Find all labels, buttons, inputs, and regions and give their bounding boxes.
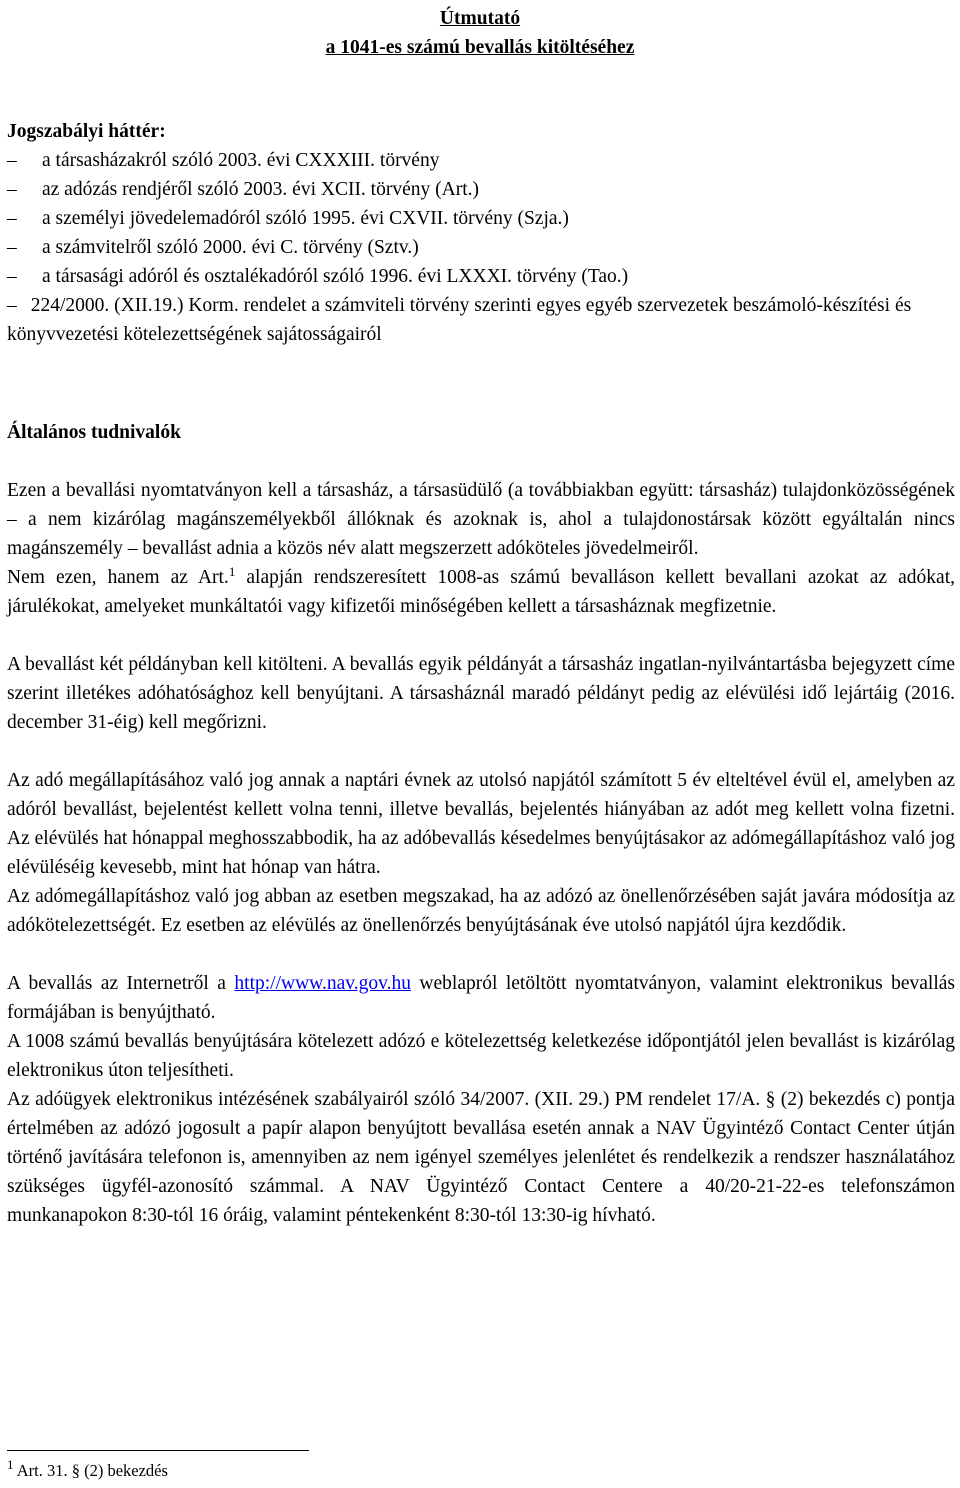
dash-bullet: – (7, 295, 17, 316)
paragraph: A bevallás az Internetről a http://www.nav.gov.hu weblapról letöltött nyomtatványon, valamint elektronikus bevallás formájában is benyújtható. (7, 973, 956, 1023)
legal-background-section (7, 117, 955, 349)
paragraph: Ezen a bevallási nyomtatványon kell a társasház, a társasüdülő (a továbbiakban együtt: társasház) tulajdonközösségének – a nem kizárólag magánszemélyekből állóknak és azoknak is, ahol a tulajdonostársak között egyáltalán nincs magánszemély – bevallást adnia a közös név alatt megszerzett adóköteles jövedelmeiről. (7, 480, 955, 559)
legal-background-heading: Jogszabályi háttér: (7, 121, 166, 142)
title-line-2: a 1041-es számú bevallás kitöltéséhez (325, 37, 635, 58)
dash-bullet: – (7, 266, 17, 287)
law-item: – a társasági adóról és osztalékadóról szóló 1996. évi LXXXI. törvény (Tao.) (7, 262, 955, 291)
paragraph: A bevallást két példányban kell kitölteni. A bevallás egyik példányát a társasház ingatlan-nyilvántartásba bejegyzett címe szerint illetékes adóhatósághoz kell benyújtani. A társasháznál maradó példányt pedig az elévülési idő lejártáig (2016. december 31-éig) kell megőrizni. (7, 654, 955, 733)
dash-bullet: – (7, 150, 17, 171)
dash-bullet: – (7, 208, 17, 229)
footnote-mark: 1 (7, 1457, 14, 1472)
footnote-ref: 1 (228, 564, 236, 579)
general-info-section (7, 418, 955, 1230)
dash-bullet: – (7, 179, 17, 200)
paragraph: Az adómegállapításhoz való jog abban az esetben megszakad, ha az adózó az önellenőrzésében saját javára módosítja az adókötelezettségét. Ez esetben az elévülés az önellenőrzés benyújtásának éve utolsó napjától újra kezdődik. (7, 886, 955, 936)
paragraph: Az adó megállapításához való jog annak a naptári évnek az utolsó napjától számított 5 év elteltével évül el, amelyben az adóról bevallást, bejelentést kellett volna tenni, illetve bevallás, bejelentés hiányában az adót meg kellett volna fizetni. Az elévülés hat hónappal meghosszabbodik, ha az adóbevallás késedelmes benyújtásakor az adómegállapításhoz való jog elévüléséig kevesebb, mint hat hónap van hátra. (7, 770, 955, 878)
law-item: – a társasházakról szóló 2003. évi CXXXIII. törvény (7, 146, 955, 175)
document-title (0, 4, 960, 62)
nav-website-link[interactable]: http://www.nav.gov.hu (234, 973, 411, 994)
law-item: – a számvitelről szóló 2000. évi C. törvény (Sztv.) (7, 233, 955, 262)
paragraph: Az adóügyek elektronikus intézésének szabályairól szóló 34/2007. (XII. 29.) PM rendelet 17/A. § (2) bekezdés c) pontja értelmében az adózó jogosult a papír alapon benyújtott bevallása esetén annak a NAV Ügyintéző Contact Center útján történő javítására telefonon is, amennyiben az nem igényel személyes jelenlétet és rendelkezik a rendszer használatához szükséges ügyfél-azonosító számmal. A NAV Ügyintéző Contact Centere a 40/20-21-22-es telefonszámon munkanapokon 8:30-tól 16 óráig, valamint péntekenként 8:30-tól 13:30-ig hívható. (7, 1089, 955, 1226)
law-item: – az adózás rendjéről szóló 2003. évi XCII. törvény (Art.) (7, 175, 955, 204)
paragraph: Nem ezen, hanem az Art.$^1$ alapján rendszeresített 1008-as számú bevalláson kellett bevallani azokat az adókat, járulékokat, amelyeket munkáltatói vagy kifizetői minőségében kellett a társasháznak megfizetnie. (7, 564, 955, 617)
law-item: – a személyi jövedelemadóról szóló 1995. évi CXVII. törvény (Szja.) (7, 204, 955, 233)
footnote (7, 1457, 168, 1482)
general-info-heading: Általános tudnivalók (7, 422, 181, 443)
footnote-text: Art. 31. § (2) bekezdés (13, 1461, 168, 1480)
dash-bullet: – (7, 237, 17, 258)
title-line-1: Útmutató (439, 8, 521, 29)
paragraph: A 1008 számú bevallás benyújtására kötelezett adózó e kötelezettség keletkezése időpontjától jelen bevallást is kizárólag elektronikus úton teljesítheti. (7, 1031, 955, 1081)
law-item: – 224/2000. (XII.19.) Korm. rendelet a számviteli törvény szerinti egyes egyéb szervezetek beszámoló-készítési és könyvvezetési kötelezettségének sajátosságairól (7, 295, 912, 345)
footnote-divider (7, 1450, 309, 1451)
